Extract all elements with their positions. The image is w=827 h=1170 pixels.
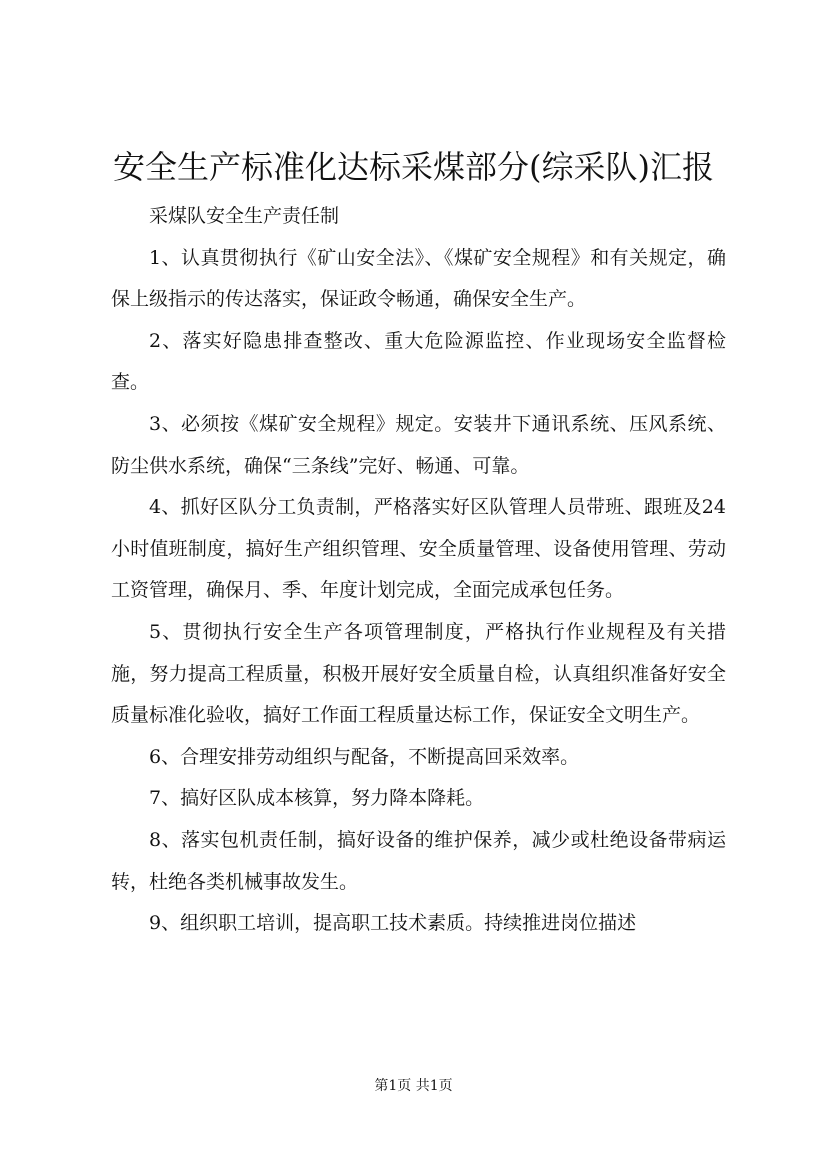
paragraph-item-8: 8、落实包机责任制，搞好设备的维护保养，减少或杜绝设备带病运转，杜绝各类机械事故发生。 <box>111 828 726 893</box>
paragraph-item-6: 6、合理安排劳动组织与配备，不断提高回采效率。 <box>149 745 580 768</box>
paragraph-item-3: 3、必须按《煤矿安全规程》规定。安装井下通讯系统、压风系统、防尘供水系统，确保“三条线”完好、畅通、可靠。 <box>111 412 726 477</box>
paragraph-item-5: 5、贯彻执行安全生产各项管理制度，严格执行作业规程及有关措施，努力提高工程质量，积极开展好安全质量自检，认真组织准备好安全质量标准化验收，搞好工作面工程质量达标工作，保证安全文明生产。 <box>111 620 726 727</box>
document-title: 安全生产标准化达标采煤部分(综采队)汇报 <box>113 148 714 186</box>
paragraph-item-9: 9、组织职工培训，提高职工技术素质。持续推进岗位描述 <box>149 912 637 935</box>
document-body <box>111 196 726 945</box>
paragraph-item-4: 4、抓好区队分工负责制，严格落实好区队管理人员带班、跟班及24小时值班制度，搞好生产组织管理、安全质量管理、设备使用管理、劳动工资管理，确保月、季、年度计划完成，全面完成承包任务。 <box>111 496 726 602</box>
paragraph-item-7: 7、搞好区队成本核算，努力降本降耗。 <box>149 787 485 810</box>
page-footer: 第1页 共1页 <box>374 1078 453 1094</box>
paragraph-heading: 采煤队安全生产责任制 <box>149 205 340 227</box>
paragraph-item-1: 1、认真贯彻执行《矿山安全法》、《煤矿安全规程》和有关规定，确保上级指示的传达落实，保证政令畅通，确保安全生产。 <box>111 246 726 311</box>
paragraph-item-2: 2、落实好隐患排查整改、重大危险源监控、作业现场安全监督检查。 <box>111 329 726 394</box>
